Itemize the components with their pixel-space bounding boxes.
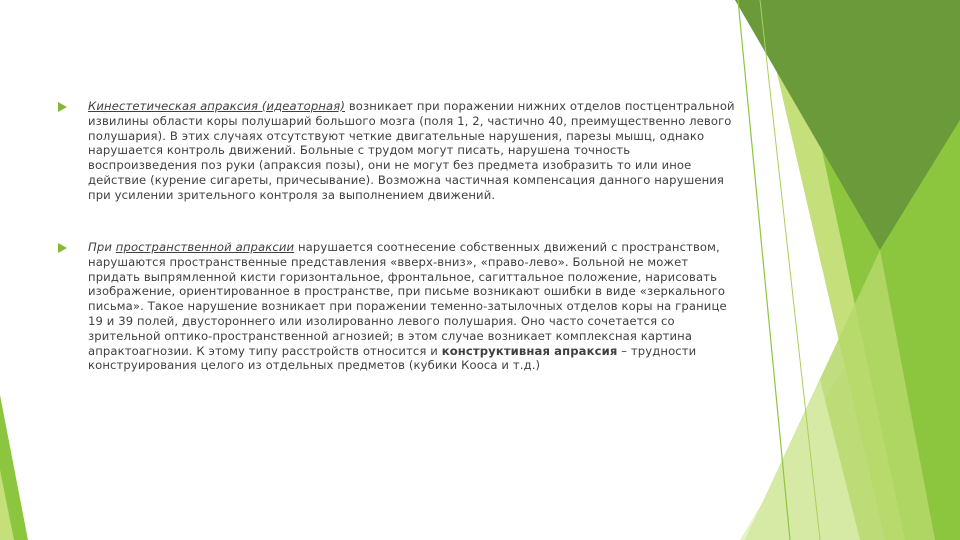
bullet-item-spatial bbox=[58, 240, 738, 373]
spatial-tail: – трудности конструирования целого из отдельных предметов (кубики Кооса и т.д.) bbox=[88, 343, 697, 373]
spatial-text: нарушается соотнесение собственных движений с пространством, нарушаются пространственные представления «вверх-вниз», «право-лево». Больной не может придать выпрямленной кисти горизонтальное, фронтальное, сагиттальное положение, нарисовать изображение, ориентированное в пространстве, при письме возникают ошибки в виде «зеркального письма». Такое нарушение возникает при поражении теменно-затылочных отделов коры на границе 19 и 39 полей, двустороннего или изолированно левого полушария. Оно часто сочетается со зрительной оптико-пространственной агнозией; в этом случае возникает комплексная картина апрактоагнозии. К этому типу расстройств относится и bbox=[88, 240, 727, 358]
bullet-arrow-icon bbox=[58, 243, 67, 253]
spatial-paragraph bbox=[88, 240, 738, 373]
constructive-apraxia-term: конструктивная апраксия bbox=[441, 343, 618, 358]
kinesthetic-text: возникает при поражении нижних отделов постцентральной извилины области коры полушарий большого мозга (поля 1, 2, частично 40, преимущественно левого полушария). В этих случаях отсутствуют четкие двигательные нарушения, парезы мышц, однако нарушается контроль движений. Больные с трудом могут писать, нарушена точность воспроизведения поз руки (апраксия позы), они не могут без предмета изобразить то или иное действие (курение сигареты, причесывание). Возможна частичная компенсация данного нарушения при усилении зрительного контроля за выполнением движений. bbox=[88, 99, 735, 202]
bullet-item-kinesthetic bbox=[58, 99, 738, 203]
kinesthetic-term: Кинестетическая апраксия (идеаторная) bbox=[88, 99, 346, 113]
spatial-prefix: При bbox=[88, 240, 116, 254]
spatial-term: пространственной апраксии bbox=[115, 240, 295, 254]
kinesthetic-paragraph bbox=[88, 99, 738, 203]
bullet-arrow-icon bbox=[58, 102, 67, 112]
